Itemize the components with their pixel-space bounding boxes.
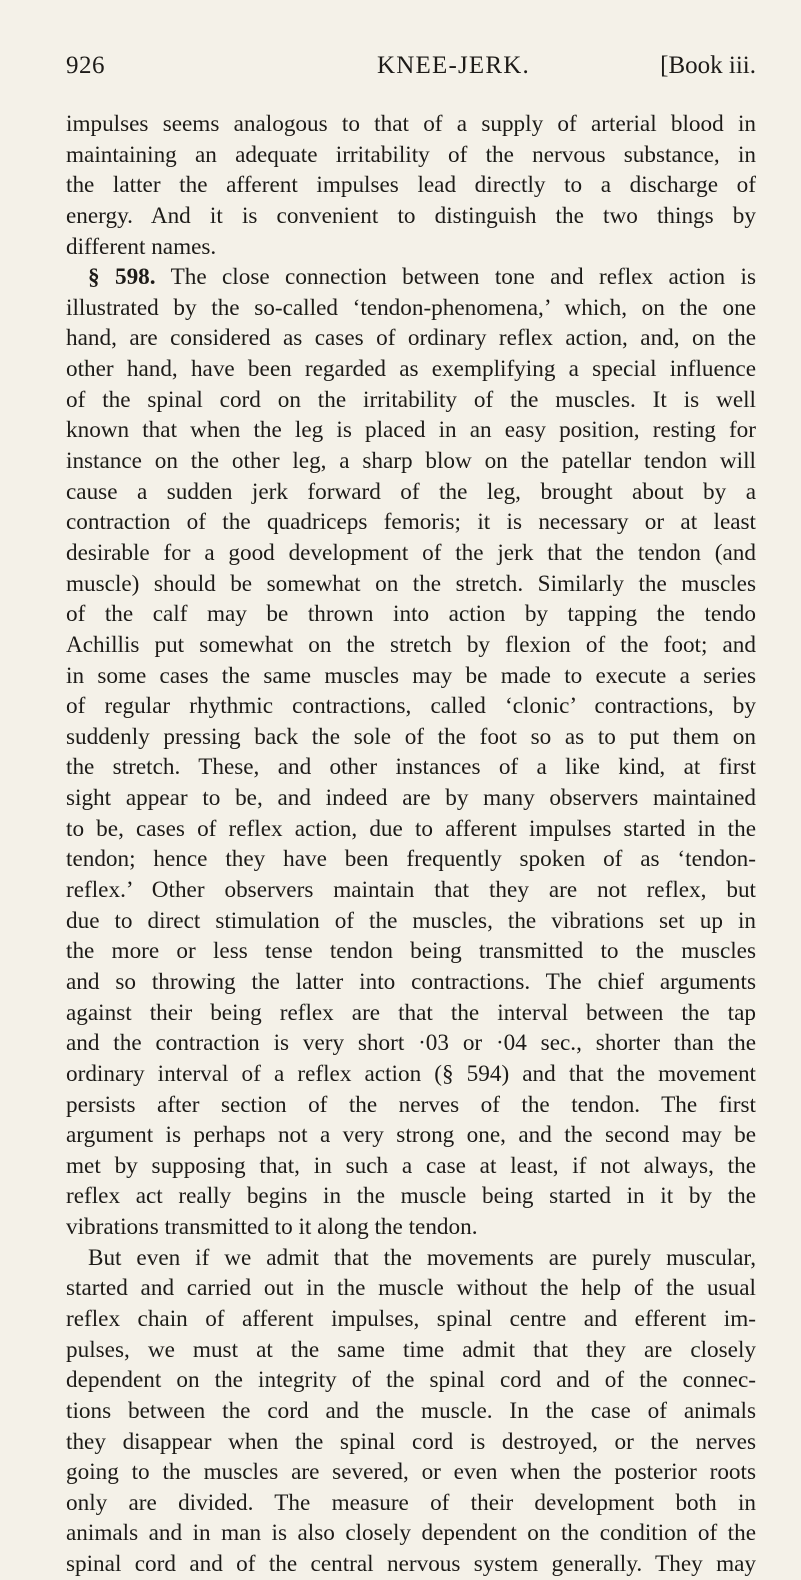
text-line: different names. — [66, 233, 217, 260]
text-line: muscle) should be somewhat on the stretch. Similarly the muscles — [66, 570, 756, 597]
body-text — [66, 109, 756, 1580]
text-line: dependent on the integrity of the spinal cord and of the connec- — [66, 1367, 756, 1394]
text-line: tions between the cord and the muscle. In the case of animals — [66, 1397, 756, 1424]
book-reference: [Book iii. — [660, 52, 756, 79]
text-line: vibrations transmitted to it along the tendon. — [66, 1214, 478, 1241]
text-line: cause a sudden jerk forward of the leg, brought about by a — [66, 478, 756, 505]
text-line: suddenly pressing back the sole of the foot so as to put them on — [66, 723, 756, 750]
text-line: instance on the other leg, a sharp blow on the patellar tendon will — [66, 448, 756, 475]
text-line: But even if we admit that the movements are purely muscular, — [88, 1244, 756, 1271]
text-line: due to direct stimulation of the muscles, the vibrations set up in — [66, 907, 756, 934]
text-line: impulses seems analogous to that of a supply of arterial blood in — [66, 111, 756, 137]
text-line: against their being reflex are that the interval between the tap — [66, 999, 756, 1026]
text-line: only are divided. The measure of their development both in — [66, 1489, 756, 1516]
text-line: pulses, we must at the same time admit that they are closely — [66, 1336, 756, 1363]
text-line: animals and in man is also closely dependent on the condition of the — [66, 1520, 756, 1547]
text-line: started and carried out in the muscle without the help of the usual — [66, 1275, 756, 1302]
text-line: reflex chain of afferent impulses, spinal centre and efferent im- — [66, 1305, 756, 1332]
text-line: known that when the leg is placed in an easy position, resting for — [66, 417, 756, 444]
text-line: maintaining an adequate irritability of the nervous substance, in — [66, 141, 756, 168]
text-line: reflex.’ Other observers maintain that they are not reflex, but — [66, 877, 756, 904]
text-line: the more or less tense tendon being transmitted to the muscles — [66, 938, 756, 965]
text-line: sight appear to be, and indeed are by many observers maintained — [66, 785, 756, 812]
text-line: ordinary interval of a reflex action (§ 594) and that the movement — [66, 1060, 756, 1087]
text-line: going to the muscles are severed, or even when the posterior roots — [66, 1459, 756, 1486]
text-line: to be, cases of reflex action, due to afferent impulses started in the — [66, 815, 756, 842]
text-line: desirable for a good development of the jerk that the tendon (and — [66, 539, 756, 566]
text-line: spinal cord and of the central nervous system generally. They may — [66, 1551, 756, 1578]
text-line: and the contraction is very short ·03 or ·04 sec., shorter than the — [66, 1030, 756, 1057]
text-line: Achillis put somewhat on the stretch by flexion of the foot; and — [66, 631, 756, 658]
text-line: persists after section of the nerves of the tendon. The first — [66, 1091, 756, 1118]
page-header — [66, 52, 756, 88]
text-line: hand, are considered as cases of ordinary reflex action, and, on the — [66, 325, 756, 352]
section-number: § 598. — [88, 264, 156, 291]
text-line: reflex act really begins in the muscle being started in it by the — [66, 1183, 756, 1210]
text-line: other hand, have been regarded as exemplifying a special influence — [66, 356, 756, 383]
section-opening: The close connection between tone and reflex action is — [170, 264, 756, 291]
text-line: tendon; hence they have been frequently spoken of as ‘tendon- — [66, 846, 756, 873]
text-line: contraction of the quadriceps femoris; it is necessary or at least — [66, 509, 756, 536]
text-line: of the spinal cord on the irritability of the muscles. It is well — [66, 386, 756, 413]
text-line: they disappear when the spinal cord is destroyed, or the nerves — [66, 1428, 756, 1455]
running-title: KNEE-JERK. — [377, 52, 530, 79]
text-line: argument is perhaps not a very strong one, and the second may be — [66, 1122, 756, 1149]
page-number: 926 — [66, 52, 105, 79]
text-line: in some cases the same muscles may be made to execute a series — [66, 662, 756, 689]
text-line: the stretch. These, and other instances of a like kind, at first — [66, 754, 756, 781]
text-line: met by supposing that, in such a case at least, if not always, the — [66, 1152, 756, 1179]
text-line: of regular rhythmic contractions, called ‘clonic’ contractions, by — [66, 693, 756, 720]
text-line: illustrated by the so-called ‘tendon-phenomena,’ which, on the one — [66, 294, 756, 321]
text-line: the latter the afferent impulses lead directly to a discharge of — [66, 172, 756, 199]
text-line: of the calf may be thrown into action by tapping the tendo — [66, 601, 756, 628]
text-line — [66, 262, 756, 293]
text-line: and so throwing the latter into contractions. The chief arguments — [66, 968, 756, 995]
text-line: energy. And it is convenient to distinguish the two things by — [66, 202, 756, 229]
